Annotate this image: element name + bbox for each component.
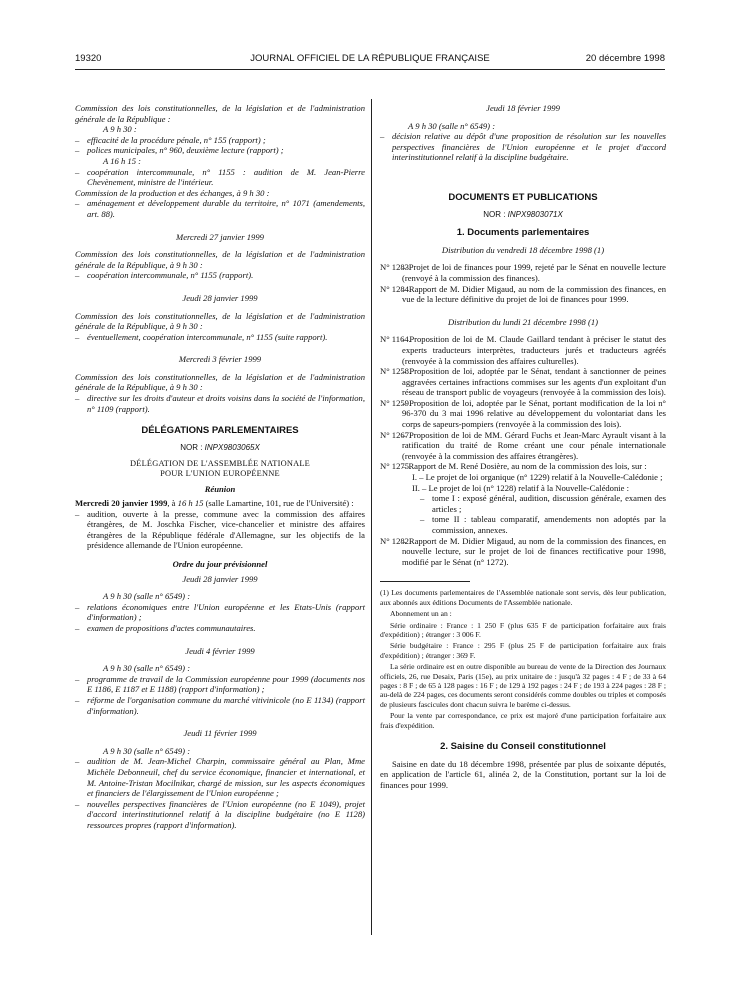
document-number: N° 1275. <box>380 461 412 472</box>
agenda-item: – décision relative au dépôt d'une proposition de résolution sur les nouvelles perspectives financières de l'Union européenne et le projet d'accord interinstitutionnel relatif à la discipline budgétaire. <box>380 131 666 163</box>
commission-heading: Commission des lois constitutionnelles, de la législation et de l'administration générale de la République, à 9 h 30 : <box>75 310 365 332</box>
meeting-sep: , à <box>167 498 178 509</box>
document-subentry: II. – Le projet de loi (n° 1228) relatif à la Nouvelle-Calédonie : <box>412 482 630 493</box>
time-label: A 9 h 30 (salle n° 6549) : <box>408 120 496 131</box>
agenda-item: – aménagement et développement durable du territoire, n° 1071 (amendements, art. 88). <box>75 198 365 219</box>
right-column <box>380 103 666 790</box>
document-entry <box>380 430 666 462</box>
page-number: 19320 <box>75 53 102 64</box>
agenda-item: – réforme de l'organisation commune du marché vitivinicole (no E 1134) (rapport d'information). <box>75 695 365 716</box>
time-label: A 9 h 30 : <box>103 124 137 135</box>
date-heading: Jeudi 28 janvier 1999 <box>182 573 258 584</box>
nor-label: NOR : <box>483 209 506 219</box>
commission-heading: Commission des lois constitutionnelles, de la législation et de l'administration générale de la République : <box>75 103 365 124</box>
commission-heading: Commission des lois constitutionnelles, de la législation et de l'administration générale de la République, à 9 h 30 : <box>75 371 365 393</box>
commission-heading: Commission des lois constitutionnelles, de la législation et de l'administration générale de la République, à 9 h 30 : <box>75 249 365 270</box>
document-entry <box>380 366 666 398</box>
section-title: DOCUMENTS ET PUBLICATIONS <box>448 191 598 203</box>
delegation-name: POUR L'UNION EUROPÉENNE <box>160 469 280 479</box>
document-text: – Proposition de loi de M. Claude Gaillard tendant à préciser le statut des experts traducteurs interprètes, traducteurs jurés et traducteurs agréés (renvoyée à la commission des affaires culturelles). <box>402 334 666 366</box>
date-heading: Jeudi 28 janvier 1999 <box>182 292 258 303</box>
agenda-item: – audition de M. Jean-Michel Charpin, commissaire général au Plan, Mme Michèle Debonneuil, chef du service économique, financier et international, et M. Antoine-Tristan Mocilnikar, chargé de mission, sur les aspects économiques et financiers de l'élargissement de l'Union européenne ; <box>75 756 365 798</box>
column-divider <box>371 99 372 935</box>
subsection-title: 2. Saisine du Conseil constitutionnel <box>440 741 606 753</box>
date-heading: Jeudi 11 février 1999 <box>183 728 257 739</box>
document-text: – Rapport de M. René Dosière, au nom de la commission des lois, sur : <box>402 461 647 472</box>
header-rule <box>75 69 665 70</box>
footnote-text: Abonnement un an : <box>390 609 452 619</box>
document-entry <box>380 284 666 305</box>
document-subentry: – tome I : exposé général, audition, discussion générale, examen des articles ; <box>420 493 666 514</box>
agenda-item: – efficacité de la procédure pénale, n° 155 (rapport) ; <box>75 135 365 146</box>
document-number: N° 1267. <box>380 429 412 440</box>
nor-code: INPX9803071X <box>507 209 563 219</box>
agenda-item: – éventuellement, coopération intercommunale, n° 1155 (suite rapport). <box>75 332 365 343</box>
agenda-title: Ordre du jour prévisionnel <box>172 559 268 569</box>
footnote-text: Pour la vente par correspondance, ce prix est majoré d'une participation forfaitaire aux frais d'expédition. <box>380 711 666 730</box>
nor-code: INPX9803065X <box>204 442 260 452</box>
document-entry <box>380 334 666 366</box>
agenda-item: – polices municipales, n° 960, deuxième lecture (rapport) ; <box>75 145 365 156</box>
footnote <box>380 588 666 730</box>
subsection-title: 1. Documents parlementaires <box>456 227 590 239</box>
footnote-rule <box>380 581 470 582</box>
document-list <box>380 334 666 461</box>
document-text: – Rapport de M. Didier Migaud, au nom de la commission des finances, en vue de la lecture définitive du projet de loi de finances pour 1999. <box>402 283 666 305</box>
agenda-item: – nouvelles perspectives financières de l'Union européenne (no E 1049), projet d'accord interinstitutionnel relatif à la discipline budgétaire (no E 1128) ressources propres (rapport d'information). <box>75 799 365 831</box>
footnote-text: La série ordinaire est en outre disponible au bureau de vente de la Direction des Journaux officiels, 26, rue Desaix, Paris (15e), au prix unitaire de : jusqu'à 32 pages : 4 F ; de 33 à 64 pages : 8 F ; de 65 à 128 pages : 16 F ; de 129 à 192 pages : 24 F ; de 193 à 224 pages : 28 F ; au-delà de 224 pages, ces documents seront considérés comme doubles ou triples et composés de plusieurs fascicules dont chacun suivra le barème ci-dessus. <box>380 662 666 709</box>
nor-reference <box>75 443 365 454</box>
time-label: A 16 h 15 : <box>103 155 142 166</box>
meeting-line <box>75 498 365 509</box>
distribution-heading: Distribution du vendredi 18 décembre 1998 (1) <box>441 244 605 255</box>
agenda-item: – coopération intercommunale, n° 1155 : audition de M. Jean-Pierre Chevènement, ministre de l'intérieur. <box>75 167 365 188</box>
document-entry <box>380 461 666 472</box>
document-number: N° 1259. <box>380 397 412 408</box>
page-header <box>75 53 665 67</box>
time-label: A 9 h 30 (salle n° 6549) : <box>103 591 191 602</box>
agenda-item: – relations économiques entre l'Union européenne et les Etats-Unis (rapport d'information) ; <box>75 602 365 623</box>
document-text: – Projet de loi de finances pour 1999, rejeté par le Sénat en nouvelle lecture (renvoyé à la commission des finances). <box>402 262 666 283</box>
document-number: N° 1164. <box>380 334 411 345</box>
agenda-item: – audition, ouverte à la presse, commune avec la commission des affaires étrangères, de M. Joschka Fischer, vice-chancelier et ministre des affaires étrangères de la République fédérale d'Allemagne, sur les objectifs de la présidence allemande de l'Union européenne. <box>75 509 365 551</box>
time-label: A 9 h 30 (salle n° 6549) : <box>103 663 191 674</box>
footnote-text: (1) Les documents parlementaires de l'Assemblée nationale sont servis, dès leur publication, aux abonnés aux éditions Documents de l'Assemblée nationale. <box>380 588 666 607</box>
time-label: A 9 h 30 (salle n° 6549) : <box>103 745 191 756</box>
document-subentry: I. – Le projet de loi organique (n° 1229) relatif à la Nouvelle-Calédonie ; <box>412 472 663 483</box>
document-number: N° 1284. <box>380 283 412 294</box>
meeting-place: (salle Lamartine, 101, rue de l'Université) : <box>203 498 354 509</box>
agenda-item: – examen de propositions d'actes communautaires. <box>75 623 365 634</box>
date-heading: Mercredi 27 janvier 1999 <box>176 231 264 242</box>
document-entry <box>380 536 666 568</box>
left-column <box>75 103 365 830</box>
document-entry <box>380 262 666 283</box>
document-entry <box>380 398 666 430</box>
document-text: – Proposition de loi, adoptée par le Sénat, portant modification de la loi n° 96-370 du 3 mai 1996 relative au développement du volontariat dans les corps de sapeurs-pompiers (renvoyée à la commission des lois). <box>402 397 666 430</box>
paragraph: Saisine en date du 18 décembre 1998, présentée par plus de soixante députés, en application de l'article 61, alinéa 2, de la Constitution, portant sur la loi de finances pour 1999. <box>380 758 666 790</box>
document-text: – Proposition de loi de MM. Gérard Fuchs et Jean-Marc Ayrault visant à la ratification du traité de Rome créant une cour pénale internationale (renvoyée à la commission des affaires étrangères). <box>402 429 666 461</box>
document-text: – Rapport de M. Didier Migaud, au nom de la commission des finances, en nouvelle lecture, sur le projet de loi de finances rectificative pour 1998, modifié par le Sénat (n° 1272). <box>402 535 666 567</box>
footnote-text: Série ordinaire : France : 1 250 F (plus 635 F de participation forfaitaire aux frais d'expédition) ; étranger : 3 006 F. <box>380 620 666 639</box>
meeting-date: Mercredi 20 janvier 1999 <box>75 498 168 509</box>
agenda-item: – directive sur les droits d'auteur et droits voisins dans la société de l'information, n° 1109 (rapport). <box>75 393 365 414</box>
date-heading: Jeudi 4 février 1999 <box>185 645 255 656</box>
document-text: – Proposition de loi, adoptée par le Sénat, tendant à sanctionner de peines aggravées certaines infractions commises sur les agents d'un exploitant d'un réseau de transport public de voyageurs (renvoyée à la commission des lois). <box>402 366 666 398</box>
document-list <box>380 262 666 304</box>
meeting-heading: Réunion <box>204 484 236 495</box>
document-number: N° 1283. <box>380 262 412 273</box>
meeting-time: 16 h 15 <box>177 498 204 509</box>
nor-label: NOR : <box>180 442 203 452</box>
agenda-item: – programme de travail de la Commission européenne pour 1999 (documents nos E 1186, E 1187 et E 1188) (rapport d'information) ; <box>75 674 365 695</box>
footnote-text: Série budgétaire : France : 295 F (plus 25 F de participation forfaitaire aux frais d'expédition) ; étranger : 369 F. <box>380 641 666 660</box>
document-subentry: – tome II : tableau comparatif, amendements non adoptés par la commission, annexes. <box>420 514 666 535</box>
section-title: DÉLÉGATIONS PARLEMENTAIRES <box>141 425 299 437</box>
commission-heading: Commission de la production et des échanges, à 9 h 30 : <box>75 187 270 198</box>
issue-date: 20 décembre 1998 <box>585 53 665 64</box>
distribution-heading: Distribution du lundi 21 décembre 1998 (1) <box>447 316 599 327</box>
agenda-item: – coopération intercommunale, n° 1155 (rapport). <box>75 270 365 281</box>
date-heading: Mercredi 3 février 1999 <box>178 354 262 365</box>
date-heading: Jeudi 18 février 1999 <box>486 103 560 113</box>
journal-title: JOURNAL OFFICIEL DE LA RÉPUBLIQUE FRANÇAISE <box>250 53 490 64</box>
document-number: N° 1282. <box>380 535 412 546</box>
document-number: N° 1258. <box>380 366 412 377</box>
nor-reference <box>380 210 666 221</box>
delegation-name: DÉLÉGATION DE L'ASSEMBLÉE NATIONALE <box>130 459 310 469</box>
